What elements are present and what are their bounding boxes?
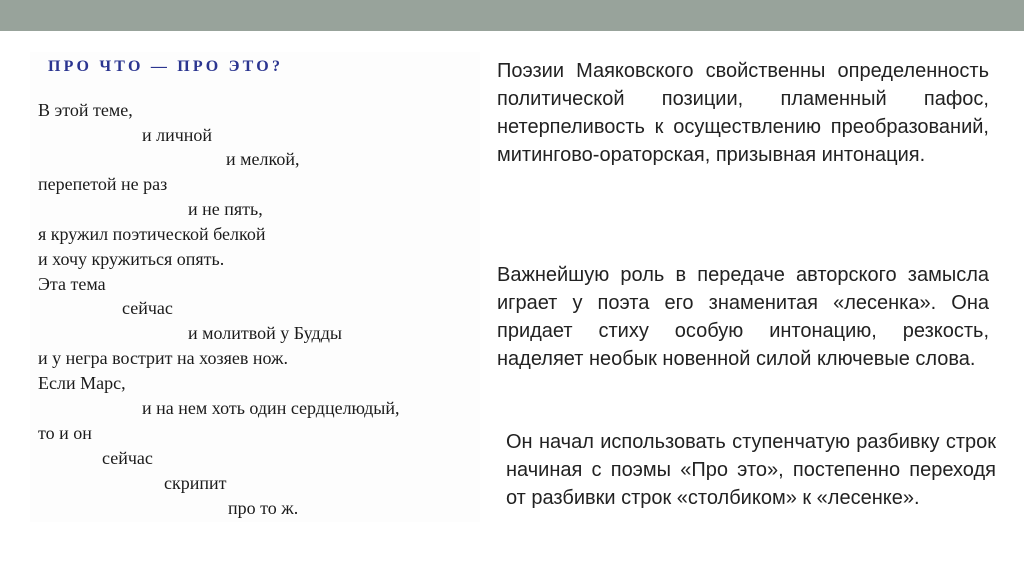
poem-line: то и он (38, 423, 92, 443)
top-bar (0, 0, 1024, 31)
poem-line: Если Марс, (38, 373, 126, 393)
poem-title: ПРО ЧТО — ПРО ЭТО? (48, 58, 284, 75)
paragraph-poetry-traits: Поэзии Маяковского свойственны определенность политической позиции, пламенный пафос, нетерпеливость к осуществлению преобразований, митингово-ораторская, призывная интонация. (497, 60, 989, 166)
poem-line: и личной (142, 125, 213, 145)
paragraph-ladder-origin: Он начал использовать ступенчатую разбивку строк начиная с поэмы «Про это», постепенно переходя от разбивки строк «столбиком» к «лесенке». (506, 431, 996, 509)
poem-line: В этой теме, (38, 100, 133, 120)
poem-excerpt-image (30, 52, 480, 522)
poem-line: и не пять, (188, 199, 263, 219)
poem-line: скрипит (164, 473, 227, 493)
paragraph-ladder-role: Важнейшую роль в передаче авторского замысла играет у поэта его знаменитая «лесенка». Она придает стиху особую интонацию, резкость, наделяет необык новенной силой ключевые слова. (497, 264, 989, 370)
poem-line: и на нем хоть один сердцелюдый, (142, 398, 400, 418)
poem-line: я кружил поэтической белкой (38, 224, 266, 244)
poem-line: и молитвой у Будды (188, 323, 342, 343)
poem-line: и у негра вострит на хозяев нож. (38, 348, 288, 368)
poem-line: и хочу кружиться опять. (38, 249, 225, 269)
poem-line: сейчас (122, 298, 173, 318)
poem-line: Эта тема (38, 274, 106, 294)
poem-line: и мелкой, (226, 149, 300, 169)
poem-line: про то ж. (228, 498, 299, 518)
poem-line: перепетой не раз (38, 174, 168, 194)
poem-line: сейчас (102, 448, 153, 468)
